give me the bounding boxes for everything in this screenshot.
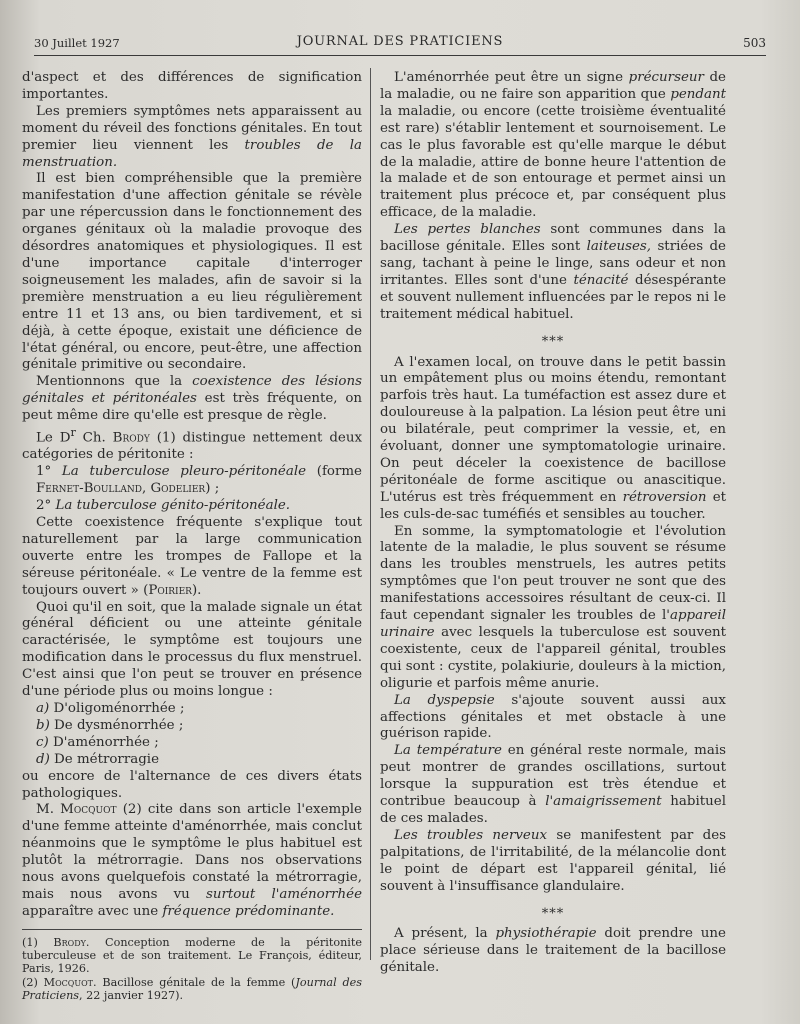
left-column <box>22 70 362 1002</box>
paragraph: En somme, la symptomatologie et l'évolution latente de la maladie, le plus souvent se résume dans les troubles menstruels, les autres petits symptômes que l'on peut trouver ne sont que des manifestations accessoires résultant de ceux-ci. Il faut cependant signaler les troubles de l'appareil urinaire avec lesquels la tuberculose est souvent coexistente, ceux de l'appareil génital, troubles qui sont : cystite, polakiurie, douleurs à la miction, oligurie et parfois même anurie. <box>380 523 726 691</box>
paragraph: Le $D^r$ Ch. Brody (1) distingue nettement deux catégories de péritonite : <box>22 426 362 463</box>
column-divider <box>370 68 371 960</box>
page-header <box>34 34 766 54</box>
list-item: c) D'aménorrhée ; <box>36 734 159 750</box>
paragraph: Les premiers symptômes nets apparaissent au moment du réveil des fonctions génitales. En tout premier lieu viennent les troubles de la menstruation. <box>22 103 362 170</box>
list-item: b) De dysménorrhée ; <box>36 717 184 733</box>
paragraph: d'aspect et des différences de signification importantes. <box>22 70 362 102</box>
paragraph: L'aménorrhée peut être un signe précurseur de la maladie, ou ne faire son apparition que pendant la maladie, ou encore (cette troisième éventualité est rare) s'établir lentement et sournoisement. Le cas le plus favorable est qu'elle marque le début de la maladie, attire de bonne heure l'attention de la malade et de son entourage et permet ainsi un traitement plus précoce et, par conséquent plus efficace, de la maladie. <box>380 70 726 221</box>
paragraph: La dyspepsie s'ajoute souvent aussi aux affections génitales et met obstacle à une guérison rapide. <box>380 692 726 742</box>
paragraph: Il est bien compréhensible que la première manifestation d'une affection génitale se révèle par une répercussion dans le fonctionnement des organes génitaux où la maladie provoque des désordres anatomiques et physiologiques. Il est d'une importance capitale d'interroger soigneusement les malades, afin de savoir si la première menstruation a eu lieu régulièrement entre 11 et 13 ans, ou bien tardivement, et si déjà, à cette époque, existait une déficience de l'état général, ou encore, peut-être, une affection génitale primitive ou secondaire. <box>22 171 362 373</box>
paragraph: A l'examen local, on trouve dans le petit bassin un empâtement plus ou moins étendu, remontant parfois très haut. La tuméfaction est assez dure et douloureuse à la palpation. La lésion peut être uni ou bilatérale, peut comprimer la vessie, et, en évoluant, donner une symptomatologie urinaire. On peut déceler la coexistence de bacillose péritonéale de forme ascitique ou anascitique. L'utérus est très fréquemment en rétroversion et les culs-de-sac tuméfiés et sensibles au toucher. <box>380 354 726 522</box>
footnote: (2) Mocquot. Bacillose génitale de la femme (Journal des Praticiens, 22 janvier 1927). <box>22 975 362 1002</box>
section-separator-asterism: ⁎⁎⁎ <box>541 901 565 917</box>
footnotes <box>22 936 362 1002</box>
paragraph: ou encore de l'alternance de ces divers états pathologiques. <box>22 768 362 801</box>
paragraph: A présent, la physiothérapie doit prendre une place sérieuse dans le traitement de la bacillose génitale. <box>380 926 726 976</box>
list-item: 2° La tuberculose génito-péritonéale. <box>36 498 291 514</box>
section-separator-asterism: ⁎⁎⁎ <box>541 329 565 345</box>
list-item: 1° La tuberculose pleuro-péritonéale (forme Fernet-Boulland, Godelier) ; <box>36 464 362 497</box>
page-number: 503 <box>743 36 766 50</box>
footnote: (1) Brody. Conception moderne de la péritonite tuberculeuse et de son traitement. Le François, éditeur, Paris, 1926. <box>22 935 362 976</box>
footnote-rule <box>22 929 362 930</box>
header-date: 30 Juillet 1927 <box>34 36 120 50</box>
paragraph: Cette coexistence fréquente s'explique tout naturellement par la large communication ouverte entre les trompes de Fallope et la séreuse péritonéale. « Le ventre de la femme est toujours ouvert » (Poirier). <box>22 515 362 598</box>
paragraph: M. Mocquot (2) cite dans son article l'exemple d'une femme atteinte d'aménorrhée, mais conclut néanmoins que le symptôme le plus habituel est plutôt la métrorragie. Dans nos observations nous avons quelquefois constaté la métrorragie, mais nous avons vu surtout l'aménorrhée apparaître avec une fréquence prédominante. <box>22 802 362 919</box>
paragraph: Les pertes blanches sont communes dans la bacillose génitale. Elles sont laiteuses, striées de sang, tachant à peine le linge, sans odeur et non irritantes. Elles sont d'une ténacité désespérante et souvent nullement influencées par le repos ni le traitement médical habituel. <box>380 222 727 322</box>
list-item: d) De métrorragie <box>36 751 160 767</box>
header-rule <box>34 55 766 56</box>
paragraph: Les troubles nerveux se manifestent par des palpitations, de l'irritabilité, de la mélancolie dont le point de départ est l'appareil génital, lié souvent à l'insuffisance glandulaire. <box>380 827 726 894</box>
paragraph: Mentionnons que la coexistence des lésions génitales et péritonéales est très fréquente, on peut même dire qu'elle est presque de règle. <box>22 374 362 424</box>
list-item: a) D'oligoménorrhée ; <box>36 701 185 716</box>
journal-title: JOURNAL DES PRATICIENS <box>296 34 504 49</box>
paragraph: La température en général reste normale, mais peut montrer de grandes oscillations, surtout lorsque la suppuration est très étendue et contribue beaucoup à l'amaigrissement habituel de ces malades. <box>380 743 726 826</box>
right-column <box>380 70 726 977</box>
paragraph: Quoi qu'il en soit, que la malade signale un état général déficient ou une atteinte génitale caractérisée, le symptôme est toujours une modification dans le processus du flux menstruel. C'est ainsi que l'on peut se trouver en présence d'une période plus ou moins longue : <box>22 599 362 700</box>
